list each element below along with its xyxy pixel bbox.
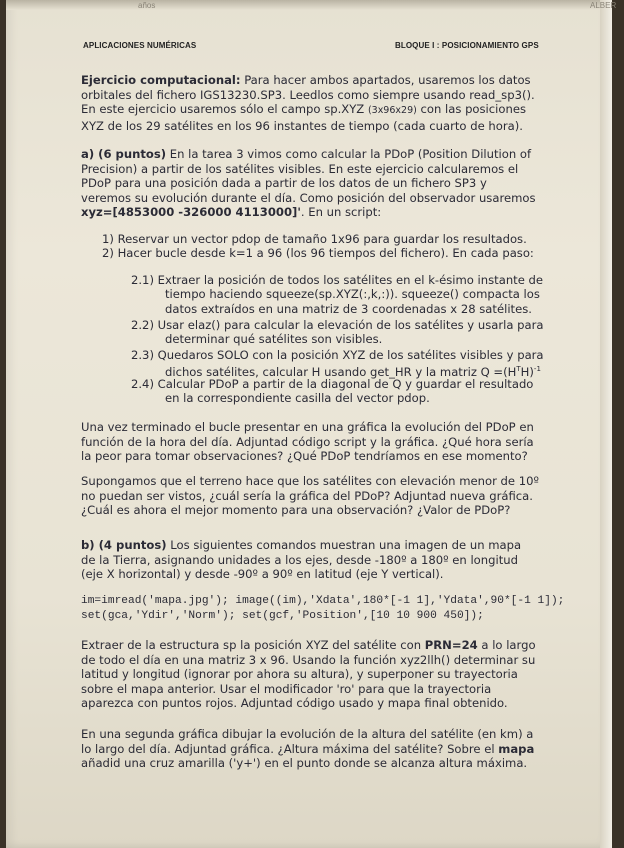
observer-position: xyz=[4853000 -326000 4113000]' (81, 205, 301, 220)
substep-2-2: 2.2) Usar elaz() para calcular la elevación de los satélites y usarla para determinar qué satélites son visibles. (131, 318, 544, 347)
mapa-word: mapa (498, 741, 535, 756)
part-b-label: b) (4 puntos) (81, 538, 167, 552)
document-page (6, 0, 617, 848)
part-b-altitude-paragraph: En una segunda gráfica dibujar la evolución de la altura del satélite (en km) a lo largo del día. Adjuntad gráfica. ¿Altura máxima del satélite? Sobre el mapa añadid una cruz amarilla ('y+') en el punto donde se alcanza altura máxima. (81, 727, 535, 771)
page-top-strip (6, 0, 612, 10)
substep-2-4: 2.4) Calcular PDoP a partir de la diagonal de Q y guardar el resultado en la correspondiente casilla del vector pdop. (131, 377, 534, 406)
step-2: 2) Hacer bucle desde k=1 a 96 (los 96 tiempos del fichero). En cada paso: (102, 246, 534, 261)
page-edge (600, 0, 612, 848)
substep-2-1: 2.1) Extraer la posición de todos los satélites en el k-ésimo instante de tiempo haciendo squeeze(sp.XYZ(:,k,:)). squeeze() compacta los datos extraídos en una matriz de 3 coordenadas x 28 satélites. (131, 273, 544, 316)
step-list (102, 232, 534, 261)
code-line: im=imread('mapa.jpg'); image((im),'Xdata',180*[-1 1],'Ydata',90*[-1 1]); (81, 595, 565, 607)
part-b-paragraph: b) (4 puntos) Los siguientes comandos muestran una imagen de un mapa de la Tierra, asignando unidades a los ejes, desde -180º a 180º en longitud (eje X horizontal) y desde -90º a 90º en latitud (eje Y vertical). (81, 538, 522, 582)
corner-fragment: ALBER (590, 1, 617, 10)
part-a-elevation-paragraph: Supongamos que el terreno hace que los satélites con elevación menor de 10º no puedan ser vistos, ¿cuál sería la gráfica del PDoP? Adjuntad nueva gráfica. ¿Cuál es ahora el mejor momento para una observación? ¿Valor de PDoP? (81, 474, 539, 518)
part-a-paragraph: a) (6 puntos) En la tarea 3 vimos como calcular la PDoP (Position Dilution of Precision) a partir de los satélites visibles. En este ejercicio calcularemos el PDoP para una posición dada a partir de los datos de un fichero SP3 y veremos su evolución durante el día. Como posición del observador usaremos xyz=[4853000 -326000 4113000]'. En un script: (81, 147, 536, 220)
code-line: set(gca,'Ydir','Norm'); set(gcf,'Position',[10 10 900 450]); (81, 609, 484, 622)
header-fragment: años (138, 1, 156, 10)
step-1: 1) Reservar un vector pdop de tamaño 1x96 para guardar los resultados. (102, 232, 527, 246)
part-b-trajectory-paragraph: Extraer de la estructura sp la posición XYZ del satélite con PRN=24 a lo largo de todo el día en una matriz 3 x 96. Usando la función xyz2llh() determinar su latitud y longitud (ignorar por ahora su altura), y superponer su trayectoria sobre el mapa anterior. Usar el modificador 'ro' para que la trayectoria aparezca con puntos rojos. Adjuntad código usado y mapa final obtenido. (81, 638, 536, 711)
header-right: BLOQUE I : POSICIONAMIENTO GPS (395, 41, 539, 50)
part-a-label: a) (6 puntos) (81, 147, 167, 161)
part-a-results-paragraph: Una vez terminado el bucle presentar en una gráfica la evolución del PDoP en función de la hora del día. Adjuntad código script y la gráfica. ¿Qué hora sería la peor para tomar observaciones? ¿Qué PDoP tendríamos en ese momento? (81, 420, 534, 464)
intro-lead: Ejercicio computacional: (81, 73, 241, 87)
prn-label: PRN=24 (424, 638, 478, 652)
intro-paragraph: Ejercicio computacional: Para hacer ambos apartados, usaremos los datos orbitales del fichero IGS13230.SP3. Leedlos como siempre usando read_sp3(). En este ejercicio usaremos sólo el campo sp.XYZ (3x96x29) con las posiciones XYZ de los 29 satélites en los 96 instantes de tiempo (cada cuarto de hora). (81, 73, 535, 133)
header-left: APLICACIONES NUMÉRICAS (83, 41, 197, 50)
matlab-code (81, 594, 564, 623)
substep-2-3: 2.3) Quedaros SOLO con la posición XYZ de los satélites visibles y para dichos satélites, calcular H usando get_HR y la matriz $Q =(H^TH)^{-1}$ (131, 348, 544, 380)
